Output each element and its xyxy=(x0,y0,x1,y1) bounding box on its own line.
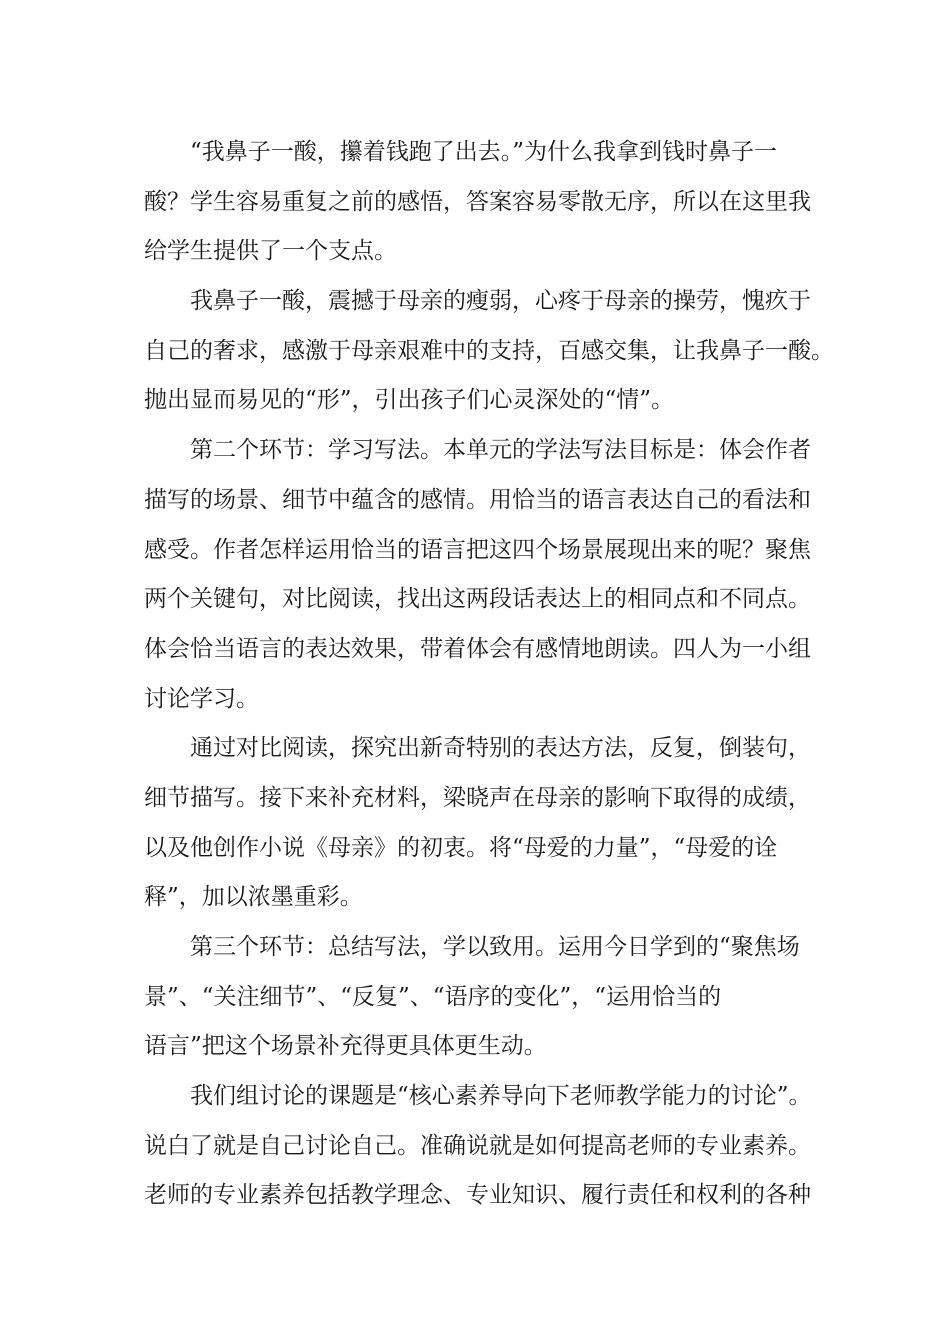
text-line: 自己的奢求，感激于母亲艰难中的支持，百感交集，让我鼻子一酸。 xyxy=(144,337,834,364)
paragraph-first-line: 我鼻子一酸，震撼于母亲的瘦弱，心疼于母亲的操劳，愧疚于 xyxy=(190,288,811,315)
text-line: 景”、“关注细节”、“反复”、“语序的变化”，“运用恰当的 xyxy=(144,983,722,1010)
text-line: 以及他创作小说《母亲》的初衷。将“母爱的力量”，“母爱的诠 xyxy=(144,834,778,861)
text-line: 抛出显而易见的“形”，引出孩子们心灵深处的“情”。 xyxy=(144,387,675,414)
text-line: 感受。作者怎样运用恰当的语言把这四个场景展现出来的呢？聚焦 xyxy=(144,536,811,563)
text-line: 描写的场景、细节中蕴含的感情。用恰当的语言表达自己的看法和 xyxy=(144,486,811,513)
text-line: 酸？学生容易重复之前的感悟，答案容易零散无序，所以在这里我 xyxy=(144,188,811,215)
text-line: 细节描写。接下来补充材料，梁晓声在母亲的影响下取得的成绩， xyxy=(144,784,811,811)
paragraph-first-line: “我鼻子一酸，攥着钱跑了出去。”为什么我拿到钱时鼻子一 xyxy=(190,139,778,165)
body-text xyxy=(144,128,834,1221)
text-line: 体会恰当语言的表达效果，带着体会有感情地朗读。四人为一小组 xyxy=(144,635,811,662)
text-line: 两个关键句，对比阅读，找出这两段话表达上的相同点和不同点。 xyxy=(144,586,811,613)
text-line: 给学生提供了一个支点。 xyxy=(144,238,397,265)
text-line: 释”，加以浓墨重彩。 xyxy=(144,884,363,911)
text-line: 讨论学习。 xyxy=(144,685,259,712)
text-line: 老师的专业素养包括教学理念、专业知识、履行责任和权利的各种 xyxy=(144,1182,811,1209)
paragraph-first-line: 第二个环节：学习写法。本单元的学法写法目标是：体会作者 xyxy=(190,437,811,464)
paragraph-first-line: 我们组讨论的课题是“核心素养导向下老师教学能力的讨论”。 xyxy=(190,1083,812,1110)
text-line: 语言”把这个场景补充得更具体更生动。 xyxy=(144,1033,547,1060)
text-line: 说白了就是自己讨论自己。准确说就是如何提高老师的专业素养。 xyxy=(144,1132,811,1159)
paragraph-first-line: 第三个环节：总结写法，学以致用。运用今日学到的“聚焦场 xyxy=(190,934,800,960)
paragraph-first-line: 通过对比阅读，探究出新奇特别的表达方法，反复，倒装句， xyxy=(190,735,811,762)
